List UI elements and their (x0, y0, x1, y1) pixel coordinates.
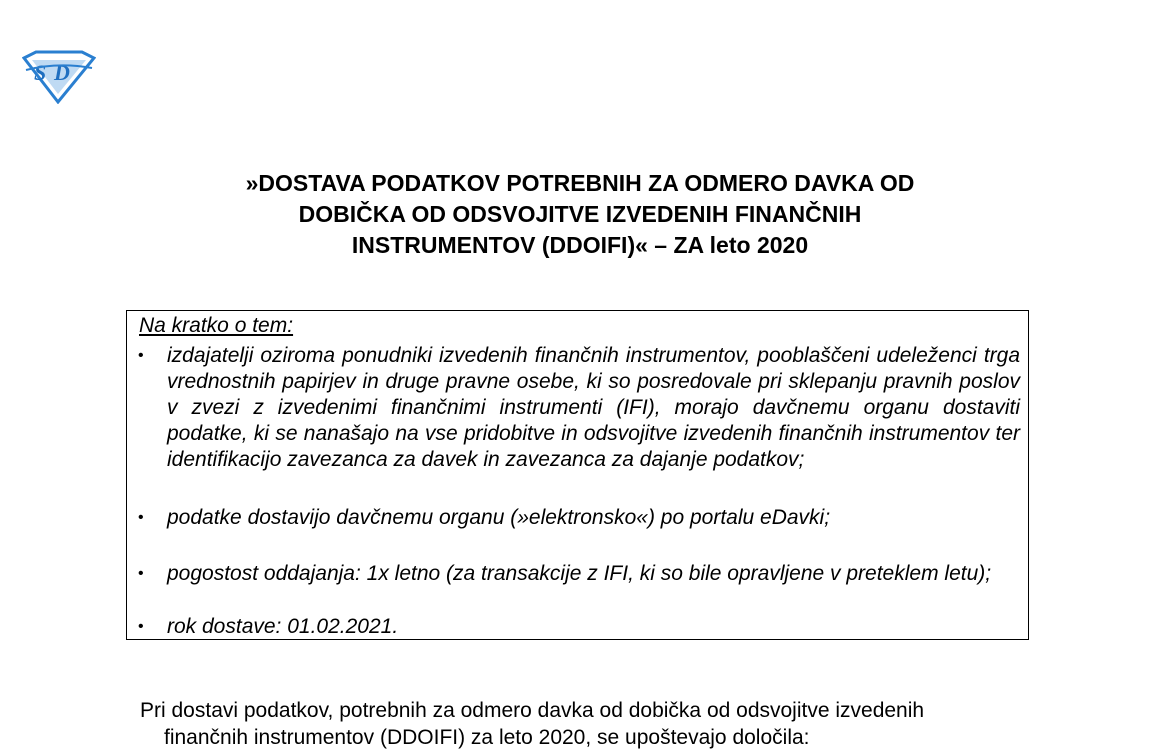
bullet-icon: • (138, 618, 144, 635)
svg-text:D: D (54, 60, 70, 85)
title-line: DOBIČKA OD ODSVOJITVE IZVEDENIH FINANČNIH (298, 201, 862, 227)
list-item (138, 343, 1020, 473)
list-item (138, 561, 1020, 587)
bullet-icon: • (138, 565, 144, 582)
paragraph-line: Pri dostavi podatkov, potrebnih za odmero davka od dobička od odsvojitve izvedenih (140, 699, 925, 722)
sd-shield-logo-icon (22, 50, 96, 104)
document-title (170, 168, 990, 261)
title-line: INSTRUMENTOV (DDOIFI)« – ZA leto 2020 (351, 232, 809, 258)
summary-box (126, 310, 1029, 640)
list-item (138, 505, 1020, 531)
summary-heading: Na kratko o tem: (139, 314, 294, 337)
paragraph-line: finančnih instrumentov (DDOIFI) za leto 2020, se upoštevajo določila: (164, 726, 810, 749)
list-item-text: izdajatelji oziroma ponudniki izvedenih finančnih instrumentov, pooblaščeni udeleženci trga vrednostnih papirjev in druge pravne osebe, ki so posredovale pri sklepanju pravnih poslov v zvezi z izvedenimi finančnimi instrumenti (IFI), morajo davčnemu organu dostaviti podatke, ki se nanašajo na vse pridobitve in odsvojitve izvedenih finančnih instrumentov ter identifikacijo zavezanca za davek in zavezanca za dajanje podatkov; (167, 344, 1020, 471)
list-item (138, 614, 1020, 640)
list-item-text: podatke dostavijo davčnemu organu (»elektronsko«) po portalu eDavki; (167, 506, 831, 529)
list-item-text: pogostost oddajanja: 1x letno (za transakcije z IFI, ki so bile opravljene v preteklem letu); (167, 562, 992, 585)
bullet-icon: • (138, 509, 144, 526)
title-line: »DOSTAVA PODATKOV POTREBNIH ZA ODMERO DAVKA OD (245, 170, 915, 196)
svg-text:S: S (34, 60, 47, 85)
list-item-text: rok dostave: 01.02.2021. (167, 615, 399, 638)
bullet-icon: • (138, 347, 144, 364)
